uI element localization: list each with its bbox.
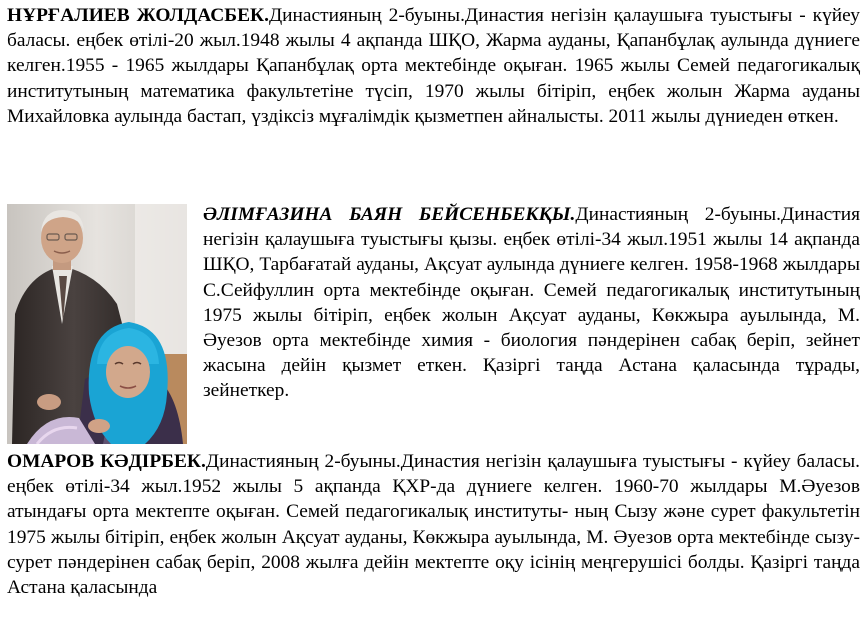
couple-photo [7,204,187,444]
biography-text-3: Династияның 2-буыны.Династия негізін қалаушыға туыстығы - күйеу баласы. еңбек өтілі-34 жыл.1952 жылы 5 ақпанда ҚХР-да дүниеге келген. 1960-70 жылдары М.Әуезов атындағы орта мектепте оқыған. Семей педагогикалық институты- ның Сызу және сурет факультетін 1975 жылы бітіріп, еңбек жолын Ақсуат ауданы, Көкжыра ауылында, М. Әуезов орта мектебінде сызу-сурет пәндерінен сабақ беріп, 2008 жылға дейін мектепте оқу ісінің меңгерушісі болды. Қазіргі таңда Астана қаласында [7,451,860,599]
biography-entry-3 [7,449,860,600]
biography-text-1: Династияның 2-буыны.Династия негізін қалаушыға туыстығы - күйеу баласы. еңбек өтілі-20 жыл.1948 жылы 4 ақпанда ШҚО, Жарма ауданы, Қапанбұлақ аулында дүниеге келген.1955 - 1965 жылдары Қапанбұлақ орта мектебінде оқыған. 1965 жылы Семей педагогикалық институтының математика факультетіне түсіп, 1970 жылы бітіріп, еңбек жолын Жарма ауданы Михайловка аулында бастап, үздіксіз мұғалімдік қызметпен айналысты. 2011 жылы дүниеден өткен. [7,5,860,127]
person-name-1: НҰРҒАЛИЕВ ЖОЛДАСБЕК. [7,5,269,26]
biography-entry-1 [7,3,860,129]
biography-text-2: Династияның 2-буыны.Династия негізін қалаушыға туыстығы қызы. еңбек өтілі-34 жыл.1951 жылы 14 ақпанда ШҚО, Тарбағатай ауданы, Ақсуат аулында дүниеге келген. 1958-1968 жылдары С.Сейфуллин орта мектебінде оқыған. Семей педагогикалық институтының 1975 жылы бітіріп, еңбек жолын Ақсуат ауданы, Көкжыра ауылында, М. Әуезов орта мектебінде химия - биология пәндерінен сабақ беріп, зейнет жасына дейін қызмет еткен. Қазіргі таңда Астана қаласында тұрады, зейнеткер. [203,204,860,402]
person-name-2: ӘЛІМҒАЗИНА БАЯН БЕЙСЕНБЕКҚЫ. [203,204,576,225]
biography-entry-2 [203,202,860,404]
person-name-3: ОМАРОВ КӘДІРБЕК. [7,451,206,472]
